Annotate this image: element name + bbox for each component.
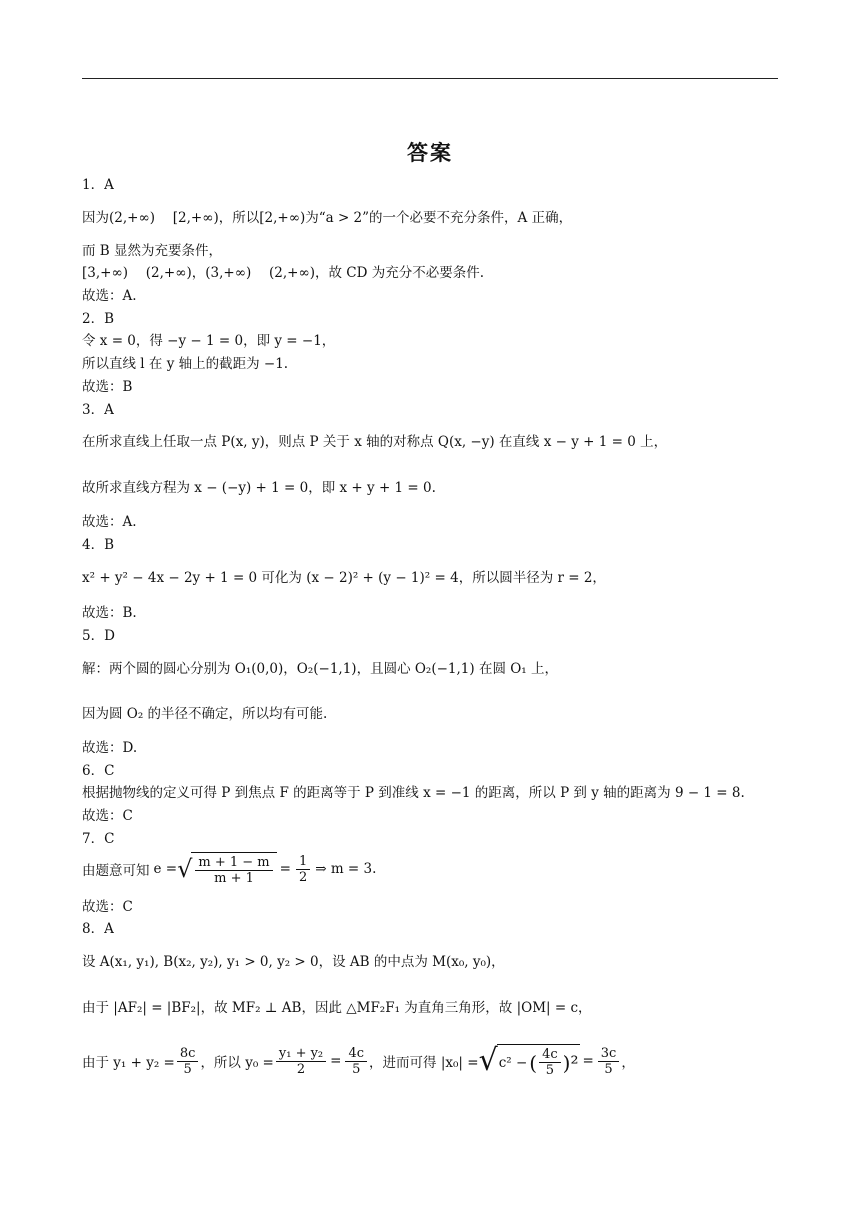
fraction-sum-over-2 xyxy=(276,1046,326,1077)
sqrt-expression xyxy=(479,1044,581,1078)
answer-5-line-2: 因为圆 O₂ 的半径不确定，所以均有可能. xyxy=(82,706,328,722)
equals-sign: = xyxy=(582,1053,594,1069)
answer-label-4: 4．B xyxy=(82,537,115,553)
answer-1-line-4: 故选：A. xyxy=(82,288,137,304)
answer-5-line-1: 解：两个圆的圆心分别为 O₁(0,0)，O₂(−1,1)，且圆心 O₂(−1,1) 在圆 O₁ 上， xyxy=(82,661,559,677)
sqrt-expression xyxy=(177,852,277,886)
answer-2-line-3: 故选：B xyxy=(82,379,133,395)
fraction-numerator: y₁ + y₂ xyxy=(276,1046,326,1062)
answer-label-6: 6．C xyxy=(82,763,115,779)
answer-7-intro: 由题意可知 xyxy=(82,863,150,879)
answer-2-line-2: 所以直线 l 在 y 轴上的截距为 −1. xyxy=(82,356,289,372)
answer-8-line-2: 由于 |AF₂| = |BF₂|，故 MF₂ ⊥ AB，因此 △MF₂F₁ 为直角三角形，故 |OM| = c， xyxy=(82,1000,592,1016)
answer-1-line-3: [3,+∞) (2,+∞)，(3,+∞) (2,+∞)，故 CD 为充分不必要条件. xyxy=(82,265,484,281)
answer-3-line-3: 故选：A. xyxy=(82,514,137,530)
fraction-denominator: 5 xyxy=(604,1061,613,1077)
fraction-half xyxy=(296,854,310,885)
answer-label-7: 7．C xyxy=(82,831,115,847)
answer-1-line-1: 因为(2,+∞) [2,+∞)，所以[2,+∞)为“a > 2”的一个必要不充分条件，A 正确， xyxy=(82,210,573,226)
fraction-numerator: 1 xyxy=(296,854,310,870)
equals-sign: = xyxy=(330,1053,342,1069)
eccentricity-lhs: e = xyxy=(153,861,178,877)
sqrt-sign-icon: √ xyxy=(478,1043,498,1078)
fraction-numerator: 4c xyxy=(345,1046,367,1062)
answer-5-line-3: 故选：D. xyxy=(82,740,138,756)
fraction-numerator: 8c xyxy=(177,1046,199,1062)
trailing-comma: ， xyxy=(621,1055,635,1071)
answer-2-line-1: 令 x = 0，得 −y − 1 = 0，即 y = −1， xyxy=(82,333,336,349)
fraction-numerator: m + 1 − m xyxy=(195,855,272,871)
equals-sign: = xyxy=(279,861,291,877)
answer-label-3: 3．A xyxy=(82,402,114,418)
answer-label-2: 2．B xyxy=(82,311,115,327)
answer-7-formula xyxy=(82,852,376,886)
answer-6-line-1: 根据抛物线的定义可得 P 到焦点 F 的距离等于 P 到准线 x = −1 的距离，所以 P 到 y 轴的距离为 9 − 1 = 8. xyxy=(82,785,745,801)
open-paren: ( xyxy=(529,1050,538,1075)
header-rule xyxy=(82,78,778,79)
fraction-4c-over-5 xyxy=(345,1046,367,1077)
sqrt-inner-term: c² − xyxy=(498,1054,528,1071)
answer-8-sum-text: 由于 y₁ + y₂ = xyxy=(82,1055,175,1071)
fraction-eccentricity xyxy=(195,855,272,886)
close-paren-squared: )² xyxy=(562,1050,579,1075)
page-title: 答案 xyxy=(407,140,453,165)
fraction-8c-over-5 xyxy=(177,1046,199,1077)
fraction-3c-over-5 xyxy=(598,1046,620,1077)
answer-7-line-2: 故选：C xyxy=(82,899,133,915)
fraction-denominator: 5 xyxy=(545,1063,554,1078)
answer-8-mid-text: ，所以 y₀ = xyxy=(200,1055,274,1071)
answer-8-line-1: 设 A(x₁, y₁), B(x₂, y₂), y₁ > 0, y₂ > 0，设 AB 的中点为 M(x₀, y₀)， xyxy=(82,954,505,970)
answer-1-line-2: 而 B 显然为充要条件， xyxy=(82,243,223,259)
fraction-denominator: 5 xyxy=(352,1061,361,1077)
answer-3-line-2: 故所求直线方程为 x − (−y) + 1 = 0，即 x + y + 1 = 0. xyxy=(82,480,436,496)
sqrt-sign-icon: √ xyxy=(177,855,193,883)
fraction-4c-over-5-squared xyxy=(539,1047,561,1078)
answer-8-formula xyxy=(82,1044,635,1078)
answer-3-line-1: 在所求直线上任取一点 P(x, y)，则点 P 关于 x 轴的对称点 Q(x, −y) 在直线 x − y + 1 = 0 上， xyxy=(82,434,668,450)
fraction-numerator: 4c xyxy=(539,1047,561,1063)
answer-4-line-2: 故选：B. xyxy=(82,605,137,621)
answer-label-1: 1．A xyxy=(82,177,114,193)
fraction-denominator: 2 xyxy=(298,869,308,885)
fraction-denominator: 5 xyxy=(183,1061,192,1077)
answer-6-line-2: 故选：C xyxy=(82,808,133,824)
fraction-denominator: 2 xyxy=(296,1061,306,1077)
fraction-numerator: 3c xyxy=(598,1046,620,1062)
answer-4-line-1: x² + y² − 4x − 2y + 1 = 0 可化为 (x − 2)² + (y − 1)² = 4，所以圆半径为 r = 2， xyxy=(82,570,606,586)
answer-label-5: 5．D xyxy=(82,628,115,644)
answer-8-x0-text: ，进而可得 |x₀| = xyxy=(369,1055,479,1071)
implication-result: ⇒ m = 3. xyxy=(315,861,377,877)
fraction-denominator: m + 1 xyxy=(214,871,254,886)
answer-label-8: 8．A xyxy=(82,921,114,937)
